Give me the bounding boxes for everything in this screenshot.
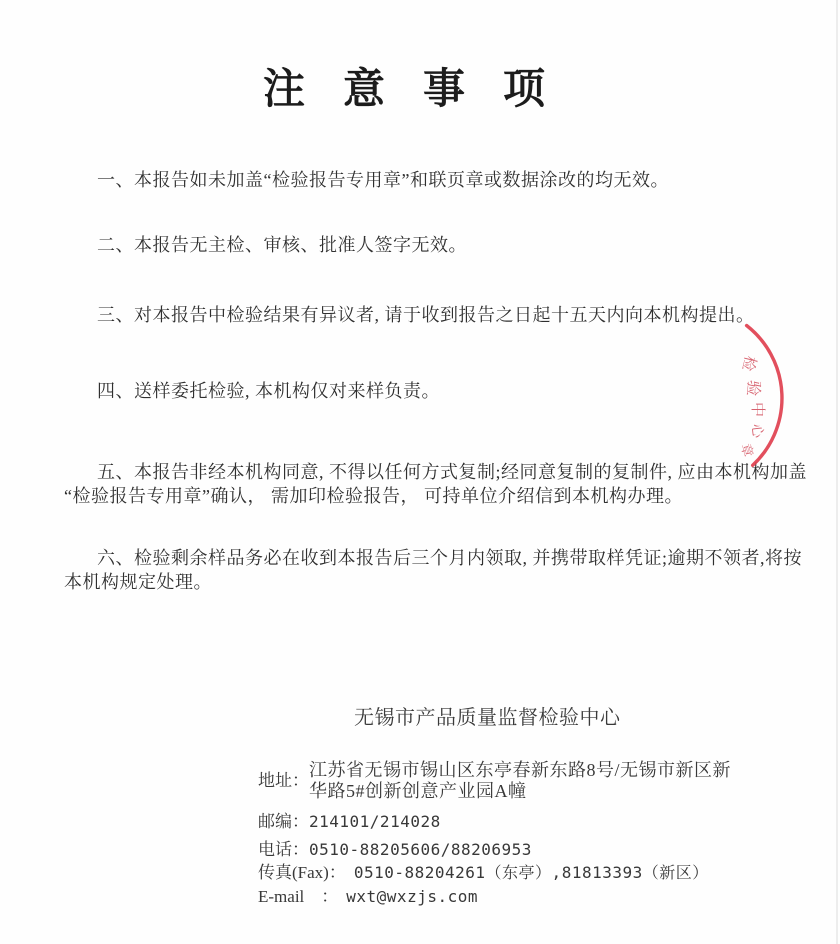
notice-item-1 (64, 168, 826, 192)
email-label: E-mail ： (258, 887, 339, 906)
notice-item-line: 六、检验剩余样品务必在收到本报告后三个月内领取, 并携带取样凭证;逾期不领者,将按 (97, 548, 802, 568)
notice-item-line: 一、本报告如未加盖“检验报告专用章”和联页章或数据涂改的均无效。 (97, 170, 669, 190)
contact-address-row (258, 760, 731, 802)
phone-value: 0510-88205606/88206953 (309, 840, 532, 859)
fax-value: 0510-88204261（东亭）,81813393（新区） (353, 863, 709, 882)
contact-fax-row (258, 862, 709, 884)
red-seal-stamp-icon (600, 300, 840, 500)
organization-name: 无锡市产品质量监督检验中心 (354, 707, 621, 729)
stamp-char: 心 (748, 423, 765, 439)
stamp-char: 验 (743, 379, 762, 397)
address-value (309, 760, 731, 802)
contact-postcode-row (258, 811, 441, 833)
fax-label: 传真(Fax)： (258, 863, 346, 882)
address-label: 地址： (258, 771, 309, 790)
notice-item-line: 二、本报告无主检、审核、批准人签字无效。 (97, 235, 467, 255)
phone-label: 电话： (258, 840, 309, 859)
stamp-char: 中 (749, 402, 765, 418)
notice-item-line: “检验报告专用章”确认， 需加印检验报告， 可持单位介绍信到本机构办理。 (64, 486, 683, 506)
scan-edge-shadow (836, 0, 838, 944)
postcode-value: 214101/214028 (309, 812, 441, 831)
notice-item-line: 本机构规定处理。 (64, 572, 212, 592)
address-line-1: 江苏省无锡市锡山区东亭春新东路8号/无锡市新区新 (309, 760, 731, 780)
email-value: wxt@wxzjs.com (346, 887, 478, 906)
stamp-char: 检 (738, 354, 758, 373)
postcode-label: 邮编： (258, 812, 309, 831)
contact-phone-row (258, 839, 532, 861)
notice-item-2 (64, 233, 826, 257)
notice-item-6 (64, 546, 826, 594)
page-title: 注意事项 (263, 67, 584, 113)
notice-item-line: 五、本报告非经本机构同意, 不得以任何方式复制;经同意复制的复制件, 应由本机构加盖 (97, 462, 807, 482)
contact-email-row (258, 886, 478, 908)
stamp-char: 章 (738, 442, 756, 459)
notice-item-line: 三、对本报告中检验结果有异议者, 请于收到报告之日起十五天内向本机构提出。 (97, 305, 755, 325)
address-line-2: 华路5#创新创意产业园A幢 (309, 781, 527, 801)
notice-item-line: 四、送样委托检验, 本机构仅对来样负责。 (97, 381, 440, 401)
